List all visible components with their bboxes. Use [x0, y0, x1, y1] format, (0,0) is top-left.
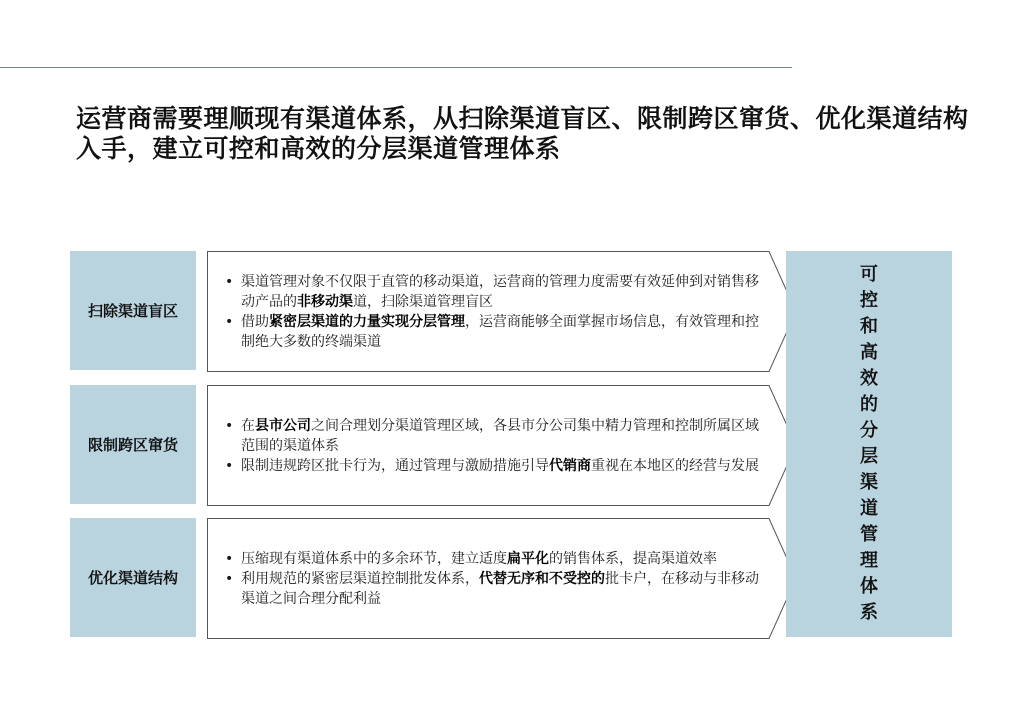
- bullet-text: 批卡户，在移动与非移动渠道之间合理分配利益: [241, 570, 759, 607]
- bullet-emphasis: 非移动渠: [297, 293, 353, 310]
- bullet-list: [221, 518, 761, 639]
- bullet-emphasis: 代销商: [549, 457, 591, 474]
- result-char: 系: [860, 602, 878, 623]
- bullet-emphasis: 代替无序和不受控的: [479, 570, 605, 587]
- arrow-box: [207, 385, 797, 506]
- bullet-emphasis: 县市公司: [255, 417, 311, 434]
- bullet-text: 之间合理划分渠道管理区域，各县市分公司集中精力管理和控制所属区域范围的渠道体系: [241, 417, 759, 454]
- result-box: [786, 251, 952, 637]
- bullet-text: 利用规范的紧密层渠道控制批发体系，: [241, 570, 479, 587]
- result-char: 效: [860, 368, 878, 389]
- bullet-text: ，运营商能够全面掌握市场信息，有效管理和控制绝大多数的终端渠道: [241, 313, 759, 350]
- bullet-item: [221, 456, 761, 476]
- result-char: 管: [860, 524, 878, 545]
- result-char: 的: [860, 394, 878, 415]
- result-char: 和: [860, 316, 878, 337]
- bullet-item: [221, 312, 761, 352]
- bullet-item: [221, 416, 761, 456]
- page-title: 运营商需要理顺现有渠道体系，从扫除渠道盲区、限制跨区窜货、优化渠道结构入手，建立可控和高效的分层渠道管理体系: [76, 104, 969, 163]
- bullet-text: 借助: [241, 313, 269, 330]
- result-char: 体: [860, 576, 878, 597]
- bullet-emphasis: 紧密层渠道的力量实现分层管理: [269, 313, 465, 330]
- result-char: 可: [860, 264, 878, 285]
- arrow-box: [207, 251, 797, 372]
- arrow-box: [207, 518, 797, 639]
- bullet-list: [221, 385, 761, 506]
- result-char: 分: [860, 420, 878, 441]
- row-label-box: [70, 385, 196, 504]
- bullet-text: 重视在本地区的经营与发展: [591, 457, 759, 474]
- row-label-box: [70, 251, 196, 370]
- row-label: 限制跨区窜货: [87, 436, 178, 454]
- row-label-box: [70, 518, 196, 637]
- result-char: 高: [860, 342, 878, 363]
- bullet-emphasis: 扁平化: [507, 550, 549, 567]
- result-char: 控: [860, 290, 878, 311]
- bullet-item: [221, 549, 761, 569]
- bullet-text: 限制违规跨区批卡行为，通过管理与激励措施引导: [241, 457, 549, 474]
- row-label: 优化渠道结构: [87, 569, 178, 587]
- result-char: 理: [860, 550, 878, 571]
- bullet-text: 道，扫除渠道管理盲区: [353, 293, 493, 310]
- result-char: 渠: [860, 472, 878, 493]
- bullet-item: [221, 569, 761, 609]
- top-divider: [0, 67, 792, 68]
- bullet-text: 的销售体系，提高渠道效率: [549, 550, 717, 567]
- bullet-item: [221, 272, 761, 312]
- bullet-text: 在: [241, 417, 255, 434]
- result-char: 道: [860, 498, 878, 519]
- bullet-list: [221, 251, 761, 372]
- bullet-text: 压缩现有渠道体系中的多余环节，建立适度: [241, 550, 507, 567]
- bullet-text: 渠道管理对象不仅限于直管的移动渠道，运营商的管理力度需要有效延伸到对销售移动产品的: [241, 273, 759, 310]
- result-char: 层: [860, 446, 878, 467]
- row-label: 扫除渠道盲区: [87, 302, 178, 320]
